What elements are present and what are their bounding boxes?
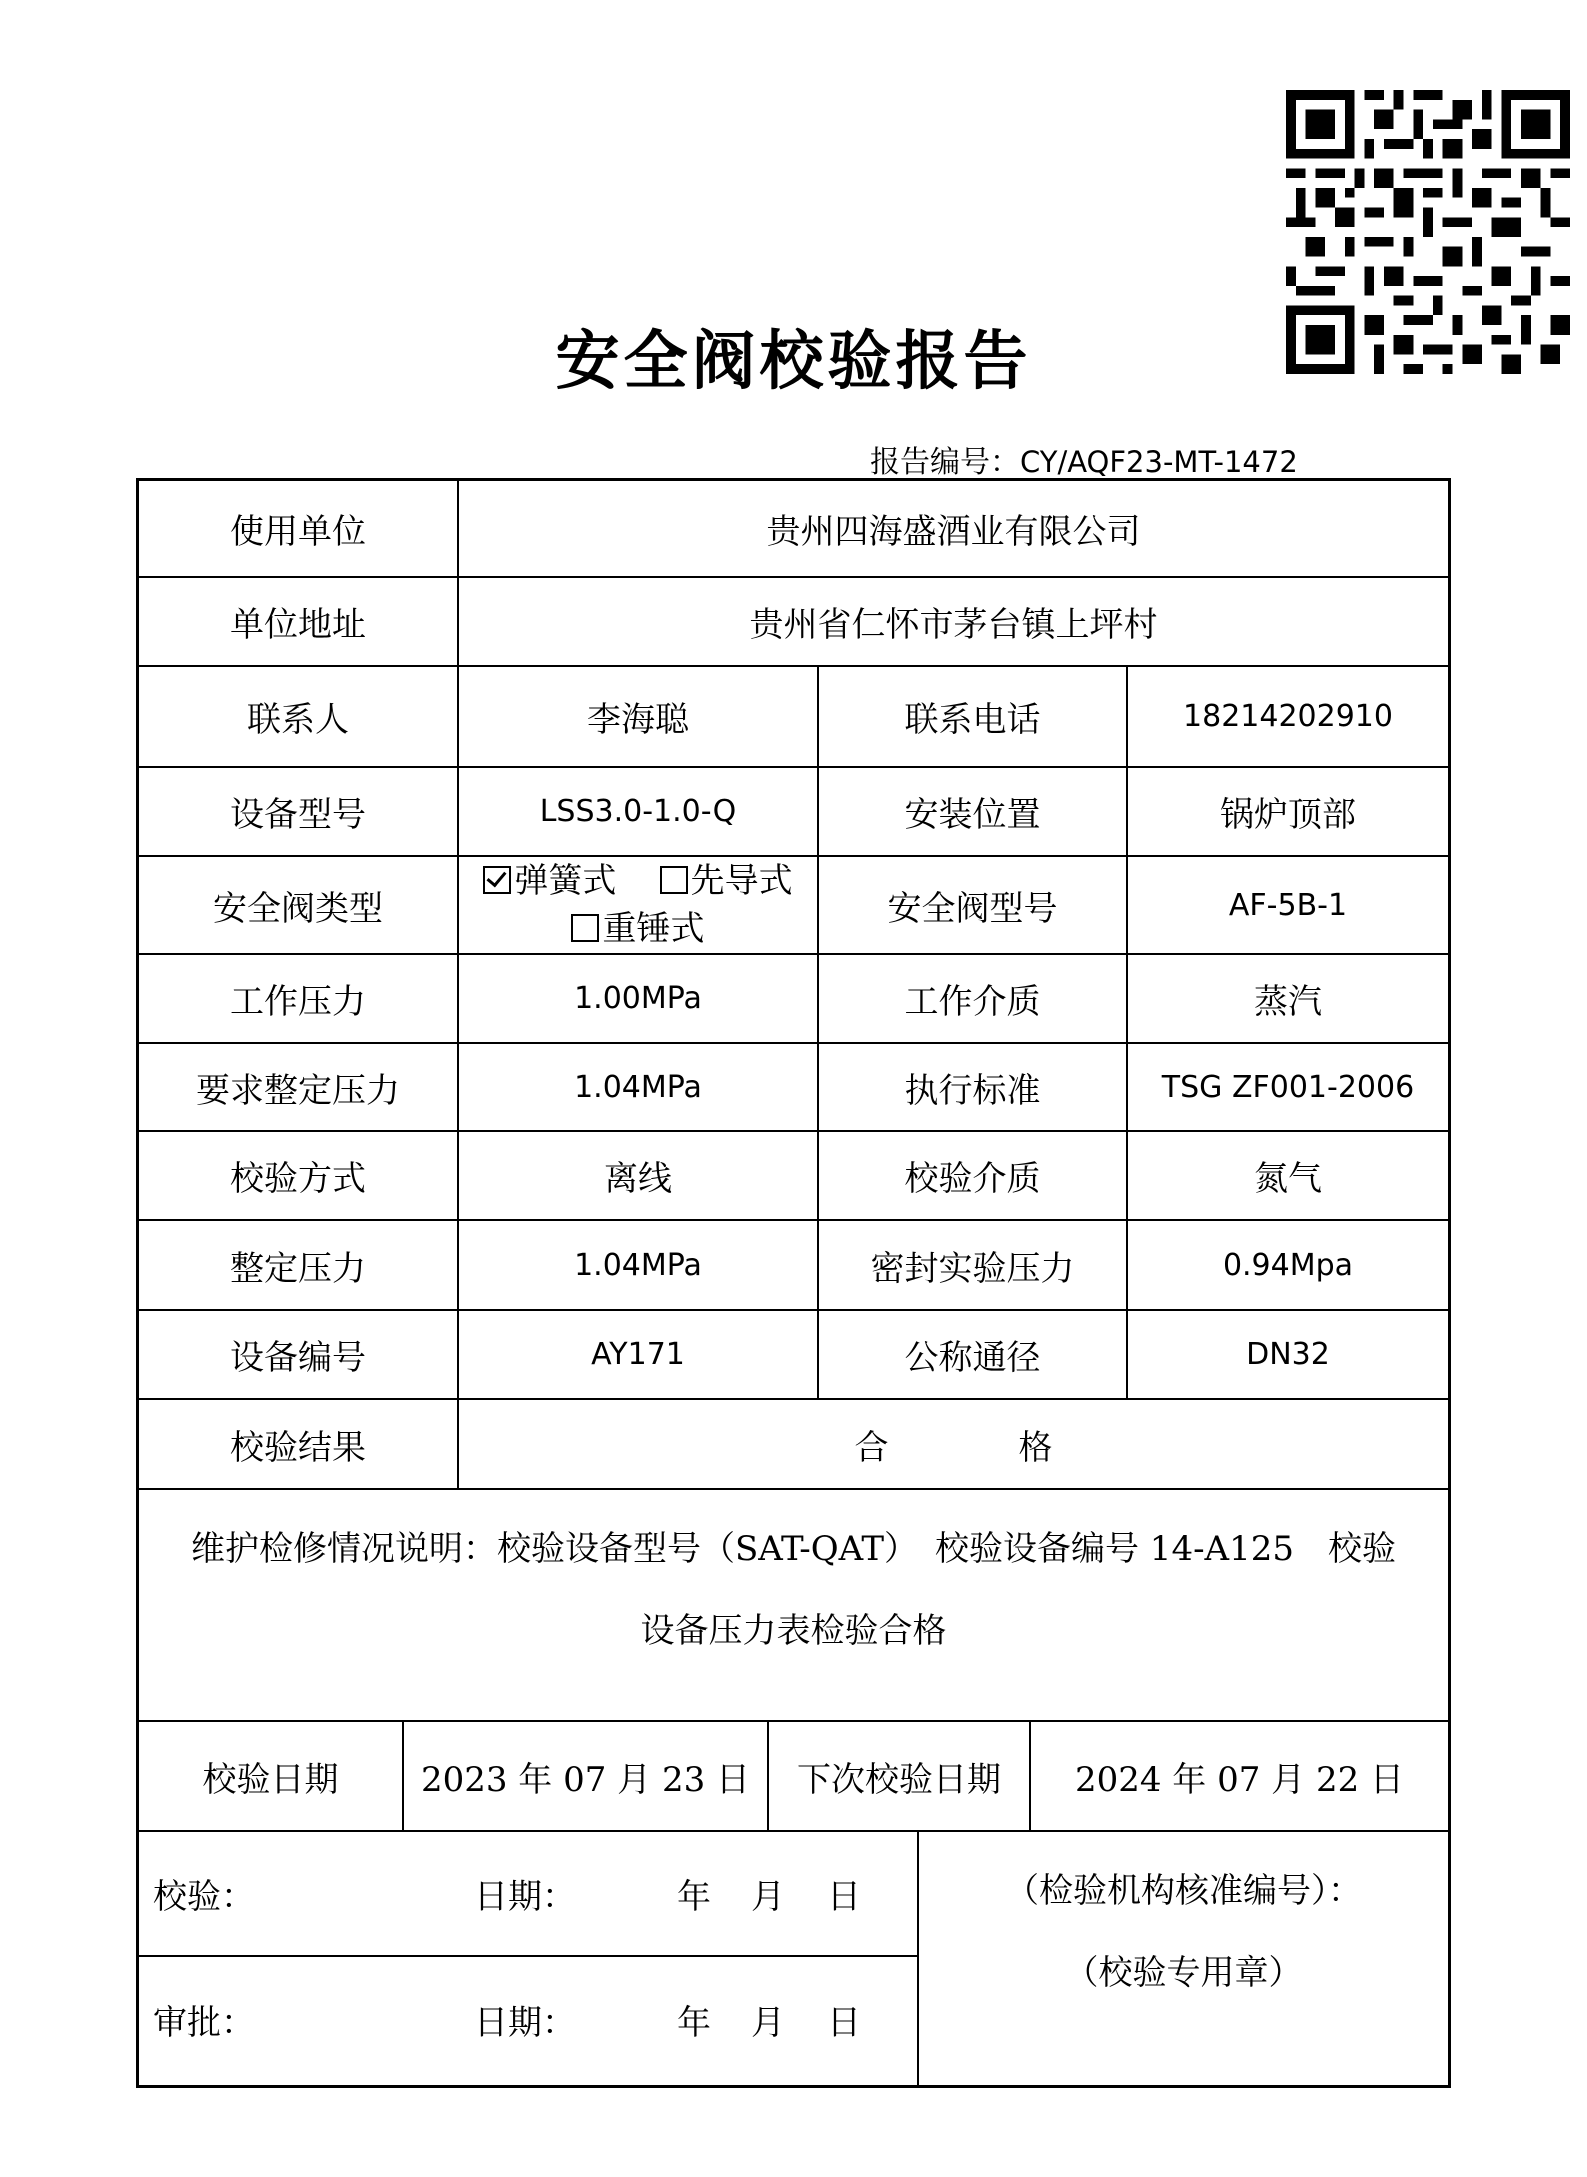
approver-month: 月	[751, 2003, 785, 2043]
checker-date-label: 日期：	[474, 1877, 576, 1917]
row-dates	[139, 1722, 1448, 1832]
row-model	[139, 768, 1448, 857]
nominal-diameter-label: 公称通径	[819, 1311, 1128, 1398]
row-contact	[139, 667, 1448, 768]
result-value-b: 格	[1018, 1427, 1053, 1468]
row-set-pressure	[139, 1221, 1448, 1311]
report-number-label: 报告编号：	[870, 445, 1020, 480]
test-medium-value: 氮气	[1254, 1159, 1322, 1199]
checker-day: 日	[827, 1877, 861, 1917]
address-label: 单位地址	[139, 578, 459, 665]
row-valve-type	[139, 857, 1448, 955]
set-pressure-label: 整定压力	[139, 1221, 459, 1309]
phone-label: 联系电话	[819, 667, 1128, 766]
approver-year: 年	[677, 2003, 711, 2043]
set-pressure-value: 1.04MPa	[459, 1221, 819, 1309]
work-medium-label: 工作介质	[819, 955, 1128, 1042]
result-value-a: 合	[854, 1427, 889, 1468]
row-signatures	[139, 1832, 1448, 2085]
user-unit-label: 使用单位	[139, 481, 459, 576]
seal-pressure-value: 0.94Mpa	[1222, 1247, 1354, 1283]
maintenance-note-line-2: 设备压力表检验合格	[640, 1611, 947, 1651]
method-label: 校验方式	[139, 1132, 459, 1219]
work-pressure-label: 工作压力	[139, 955, 459, 1042]
work-pressure-value: 1.00MPa	[459, 955, 819, 1042]
contact-value: 李海聪	[459, 667, 819, 766]
user-unit-value: 贵州四海盛酒业有限公司	[766, 512, 1141, 552]
test-date-value: 2023 年 07 月 23 日	[404, 1722, 769, 1830]
required-set-label: 要求整定压力	[139, 1044, 459, 1130]
row-work-pressure	[139, 955, 1448, 1044]
result-label: 校验结果	[139, 1400, 459, 1488]
result-value	[459, 1400, 1448, 1488]
maintenance-note	[159, 1508, 1428, 1672]
approver-label: 审批：	[153, 2003, 255, 2043]
model-label: 设备型号	[139, 768, 459, 855]
install-location-label: 安装位置	[819, 768, 1128, 855]
checker-label: 校验：	[153, 1877, 255, 1917]
test-medium-label: 校验介质	[819, 1132, 1128, 1219]
pilot-checkbox[interactable]	[660, 866, 688, 894]
weight-option-label: 重锤式	[602, 909, 705, 949]
row-device-no	[139, 1311, 1448, 1400]
row-required-set	[139, 1044, 1448, 1132]
work-medium-value: 蒸汽	[1254, 982, 1322, 1022]
next-test-date-value: 2024 年 07 月 22 日	[1074, 1759, 1405, 1800]
device-no-label: 设备编号	[139, 1311, 459, 1398]
model-value: LSS3.0-1.0-Q	[459, 768, 819, 855]
valve-model-value: AF-5B-1	[1228, 887, 1348, 923]
test-seal: （校验专用章）	[1064, 1953, 1303, 1993]
required-set-value: 1.04MPa	[459, 1044, 819, 1130]
row-address	[139, 578, 1448, 667]
row-method	[139, 1132, 1448, 1221]
spring-checkbox[interactable]	[483, 866, 511, 894]
test-date-label: 校验日期	[139, 1722, 404, 1830]
valve-type-options	[459, 857, 819, 953]
valve-model-label: 安全阀型号	[819, 857, 1128, 953]
device-no-value: AY171	[459, 1311, 819, 1398]
report-number-value: CY/AQF23-MT-1472	[1020, 445, 1298, 479]
method-value: 离线	[459, 1132, 819, 1219]
weight-checkbox[interactable]	[571, 914, 599, 942]
checker-year: 年	[677, 1877, 711, 1917]
checker-month: 月	[751, 1877, 785, 1917]
nominal-diameter-value: DN32	[1246, 1337, 1330, 1372]
standard-label: 执行标准	[819, 1044, 1128, 1130]
stamp-area	[919, 1850, 1448, 2014]
institution-approval-no: （检验机构核准编号）：	[1005, 1871, 1362, 1911]
valve-type-option-row-1	[483, 857, 792, 905]
signature-row-approve	[139, 1957, 917, 2082]
pilot-option-label: 先导式	[690, 861, 793, 901]
seal-pressure-label: 密封实验压力	[819, 1221, 1128, 1309]
report-table	[136, 478, 1451, 2088]
approver-date-label: 日期：	[474, 2003, 576, 2043]
report-title: 安全阀校验报告	[555, 324, 1032, 399]
standard-value: TSG ZF001-2006	[1161, 1069, 1415, 1105]
address-value: 贵州省仁怀市茅台镇上坪村	[749, 605, 1158, 645]
contact-label: 联系人	[139, 667, 459, 766]
row-user-unit	[139, 481, 1448, 578]
signature-block	[139, 1832, 919, 2085]
signature-row-check	[139, 1832, 917, 1957]
spring-option-label: 弹簧式	[514, 861, 617, 901]
row-maintenance-note	[139, 1490, 1448, 1722]
report-number	[870, 437, 1298, 481]
valve-type-option-row-2	[483, 905, 792, 953]
valve-type-label: 安全阀类型	[139, 857, 459, 953]
install-location-value: 锅炉顶部	[1220, 795, 1356, 835]
approver-day: 日	[827, 2003, 861, 2043]
phone-value: 18214202910	[1183, 699, 1393, 734]
next-test-date-label: 下次校验日期	[769, 1722, 1031, 1830]
maintenance-note-line-1: 维护检修情况说明：校验设备型号（SAT-QAT） 校验设备编号 14-A125 校验	[190, 1529, 1397, 1569]
row-result	[139, 1400, 1448, 1490]
